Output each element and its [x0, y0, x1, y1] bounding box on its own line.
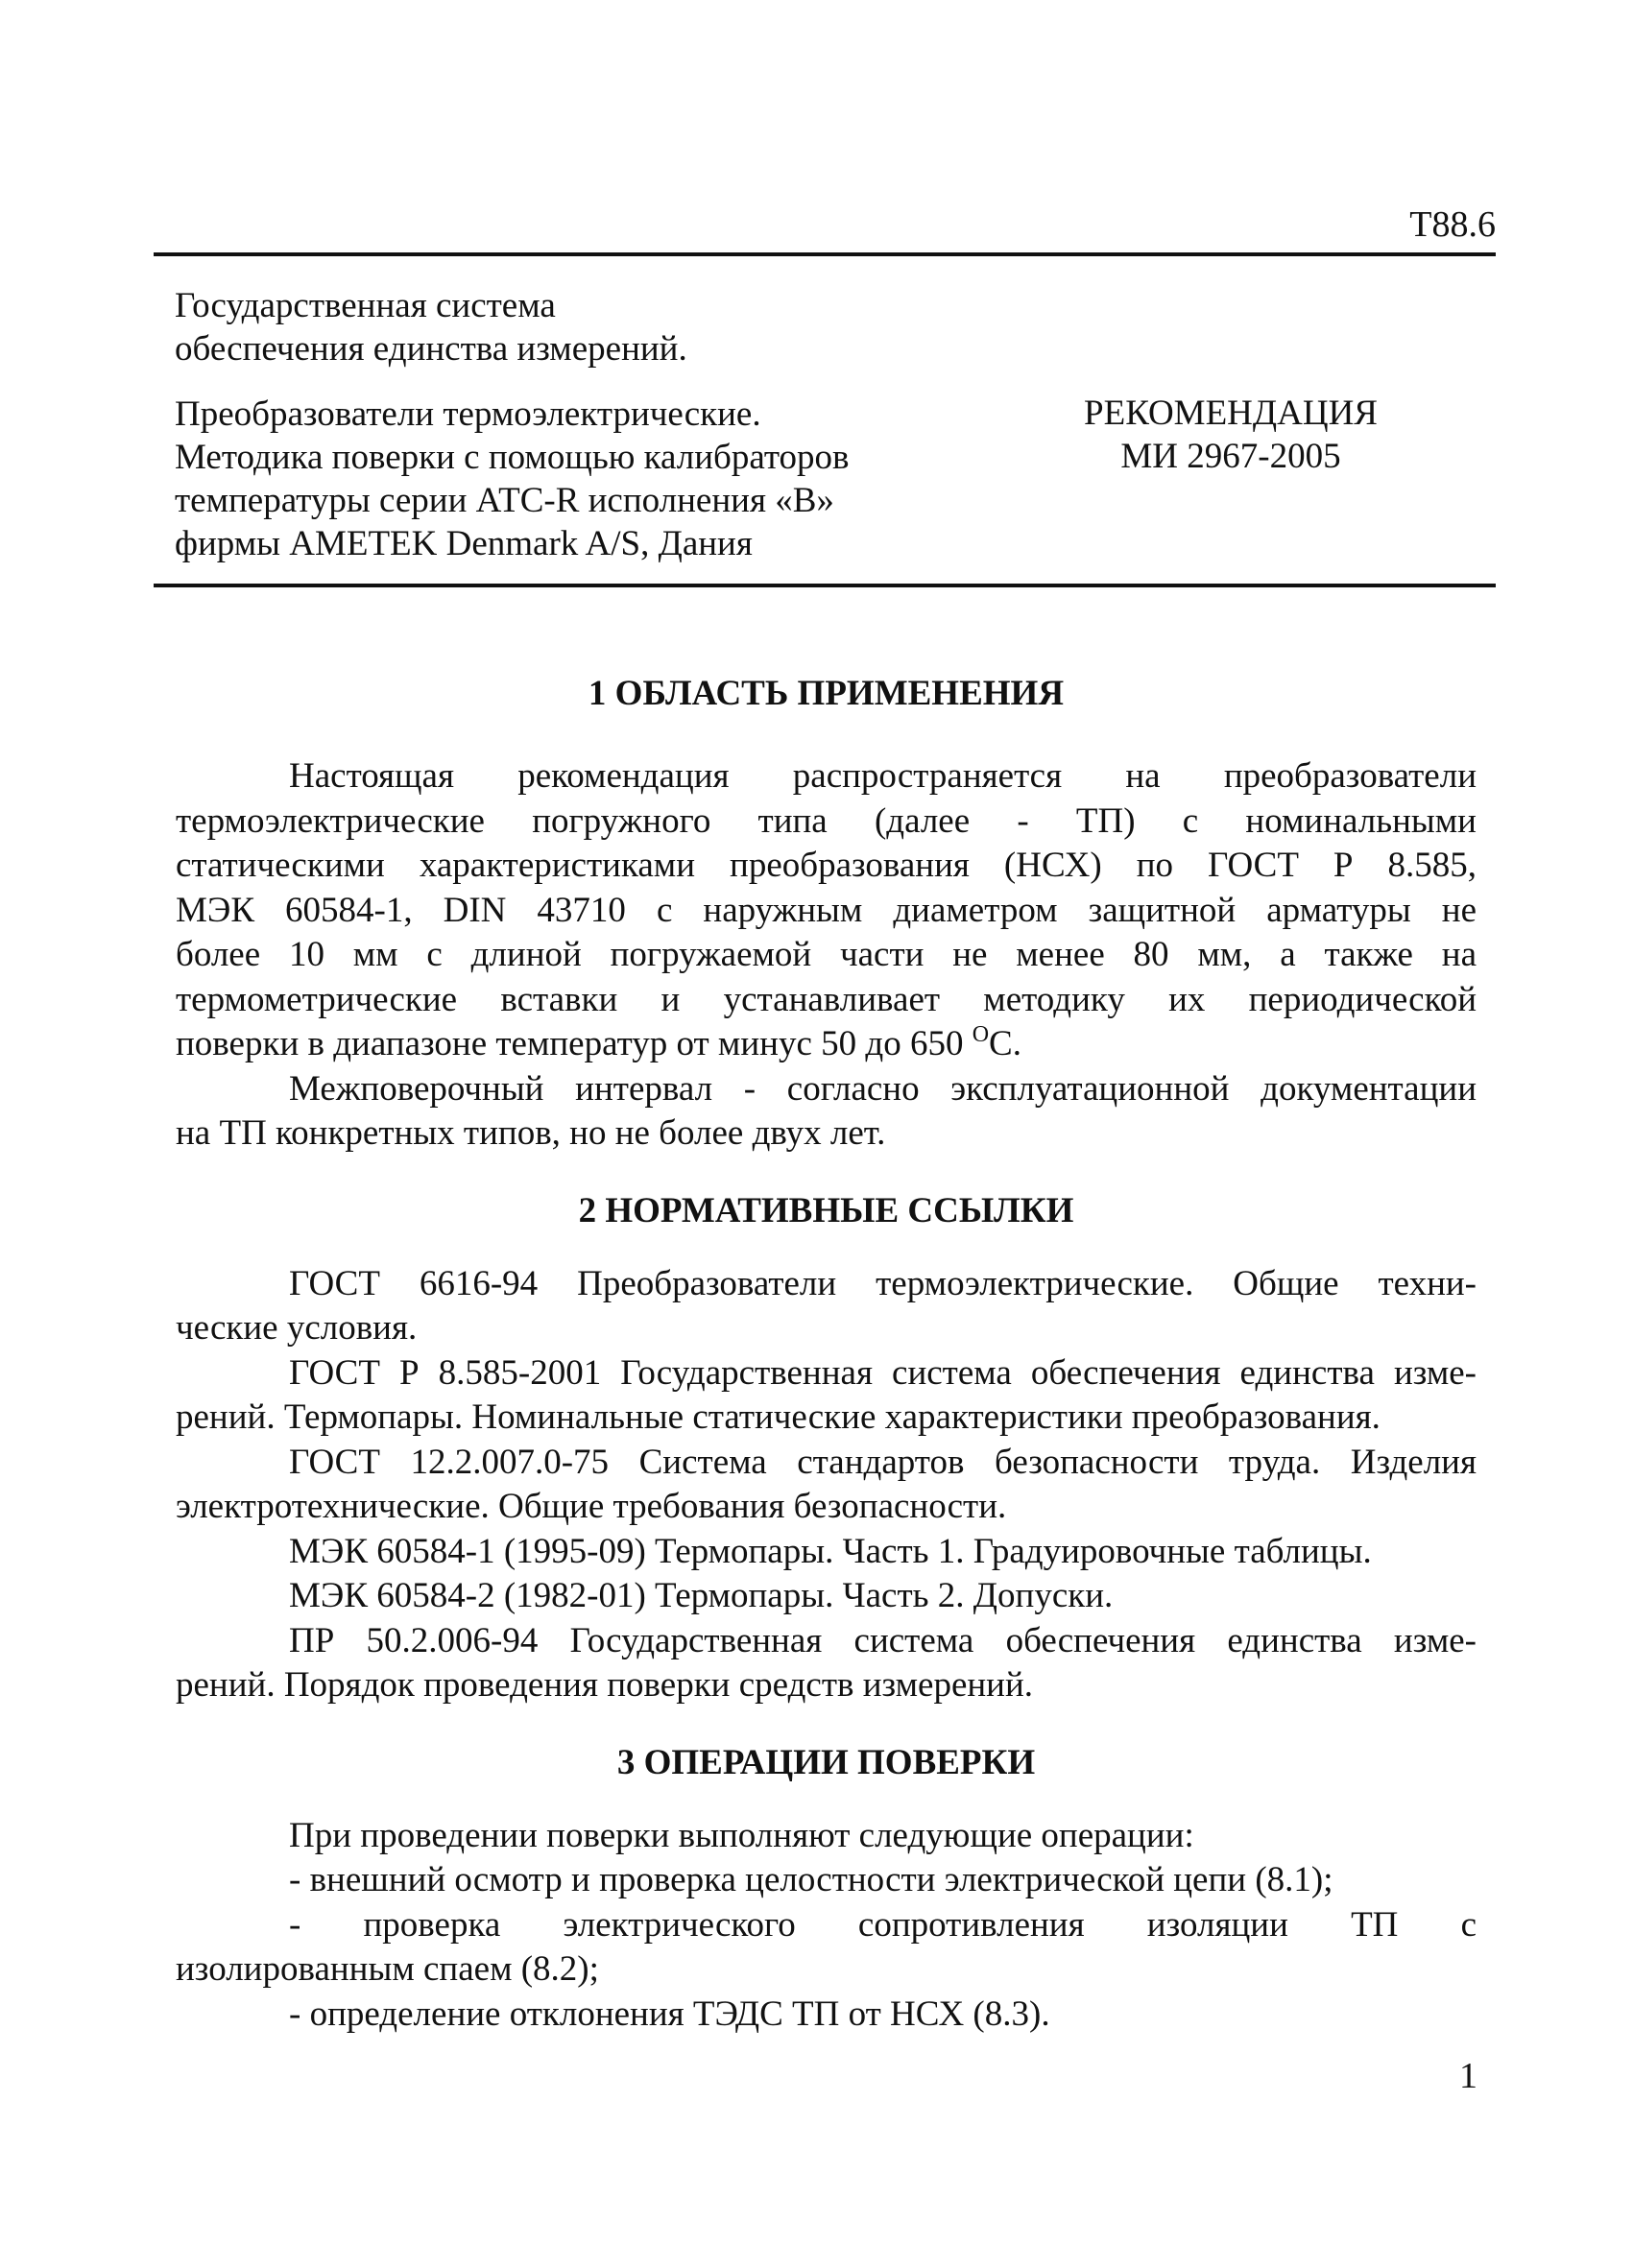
text-line: МЭК 60584-2 (1982-01) Термопары. Часть 2. Допуски.	[289, 1576, 1114, 1615]
degree-unit: C.	[989, 1024, 1021, 1063]
text-line: Настоящая рекомендация распространяется на преобразователи	[289, 756, 1477, 796]
text-line: - проверка электрического сопротивления изоляции ТП с	[289, 1904, 1477, 1945]
header-recommendation-block	[1068, 392, 1394, 478]
recommendation-number: МИ 2967-2005	[1120, 437, 1341, 476]
text-line: ПР 50.2.006-94 Государственная система обеспечения единства изме-	[289, 1620, 1477, 1660]
text-line: ГОСТ 12.2.007.0-75 Система стандартов безопасности труда. Изделия	[289, 1442, 1477, 1482]
header-title-line: Методика поверки с помощью калибраторов	[175, 438, 850, 477]
text-line: изолированным спаем (8.2);	[176, 1949, 599, 1989]
text-line: термоэлектрические погружного типа (далее - ТП) с номинальными	[176, 800, 1477, 841]
degree-sign: O	[972, 1022, 990, 1047]
section-2-heading: 2 НОРМАТИВНЫЕ ССЫЛКИ	[578, 1190, 1074, 1230]
text-line: МЭК 60584-1, DIN 43710 с наружным диаметром защитной арматуры не	[176, 890, 1477, 930]
text-line: на ТП конкретных типов, но не более двух лет.	[176, 1113, 886, 1153]
header-top-rule	[154, 252, 1496, 256]
header-title-line: фирмы AMETEK Denmark A/S, Дания	[175, 524, 753, 563]
header-title-line: Преобразователи термоэлектрические.	[175, 394, 761, 434]
section-3-heading: 3 ОПЕРАЦИИ ПОВЕРКИ	[616, 1742, 1036, 1782]
text-line: статическими характеристиками преобразования (НСХ) по ГОСТ Р 8.585,	[176, 846, 1477, 885]
section-1-heading: 1 ОБЛАСТЬ ПРИМЕНЕНИЯ	[588, 674, 1065, 713]
text-line: ческие условия.	[176, 1308, 418, 1348]
header-bottom-rule	[154, 584, 1496, 587]
text-line: МЭК 60584-1 (1995-09) Термопары. Часть 1. Градуировочные таблицы.	[289, 1531, 1372, 1571]
section-1-paragraph-1	[176, 754, 1477, 1067]
reference-item	[176, 1351, 1477, 1441]
reference-item	[176, 1262, 1477, 1351]
page-number: 1	[1459, 2056, 1477, 2096]
header-system-line: Государственная система	[175, 286, 556, 325]
reference-item	[176, 1574, 1477, 1619]
text-line: более 10 мм с длиной погружаемой части не менее 80 мм, а также на	[176, 935, 1477, 974]
document-body	[176, 672, 1477, 2037]
text-line: ГОСТ Р 8.585-2001 Государственная система обеспечения единства изме-	[289, 1352, 1477, 1393]
reference-item	[176, 1530, 1477, 1575]
header-title-line: температуры серии АТС-R исполнения «В»	[175, 481, 834, 520]
text-line: электротехнические. Общие требования безопасности.	[176, 1487, 1007, 1526]
header-title-block	[175, 393, 849, 565]
document-code: Т88.6	[1409, 204, 1496, 245]
text-line: рений. Порядок проведения поверки средств измерений.	[176, 1665, 1034, 1705]
header-system-line: обеспечения единства измерений.	[175, 329, 687, 369]
operation-item	[176, 1903, 1477, 1993]
text-line-last	[176, 1022, 1477, 1067]
reference-item	[176, 1619, 1477, 1708]
section-1-paragraph-2	[176, 1067, 1477, 1157]
reference-item	[176, 1441, 1477, 1530]
text-line: ГОСТ 6616-94 Преобразователи термоэлектрические. Общие техни-	[289, 1263, 1477, 1303]
operation-item: - внешний осмотр и проверка целостности электрической цепи (8.1);	[289, 1860, 1333, 1899]
text-line: рений. Термопары. Номинальные статические характеристики преобразования.	[176, 1397, 1381, 1437]
recommendation-label: РЕКОМЕНДАЦИЯ	[1084, 394, 1378, 433]
operations-intro: При проведении поверки выполняют следующие операции:	[289, 1815, 1194, 1855]
text-fragment: поверки в диапазоне температур от минус 50 до 650	[176, 1024, 973, 1063]
operation-item: - определение отклонения ТЭДС ТП от НСХ (8.3).	[289, 1993, 1050, 2034]
text-line: термометрические вставки и устанавливает методику их периодической	[176, 979, 1477, 1019]
header-system-block	[175, 284, 687, 370]
text-line: Межповерочный интервал - согласно эксплуатационной документации	[289, 1068, 1477, 1109]
